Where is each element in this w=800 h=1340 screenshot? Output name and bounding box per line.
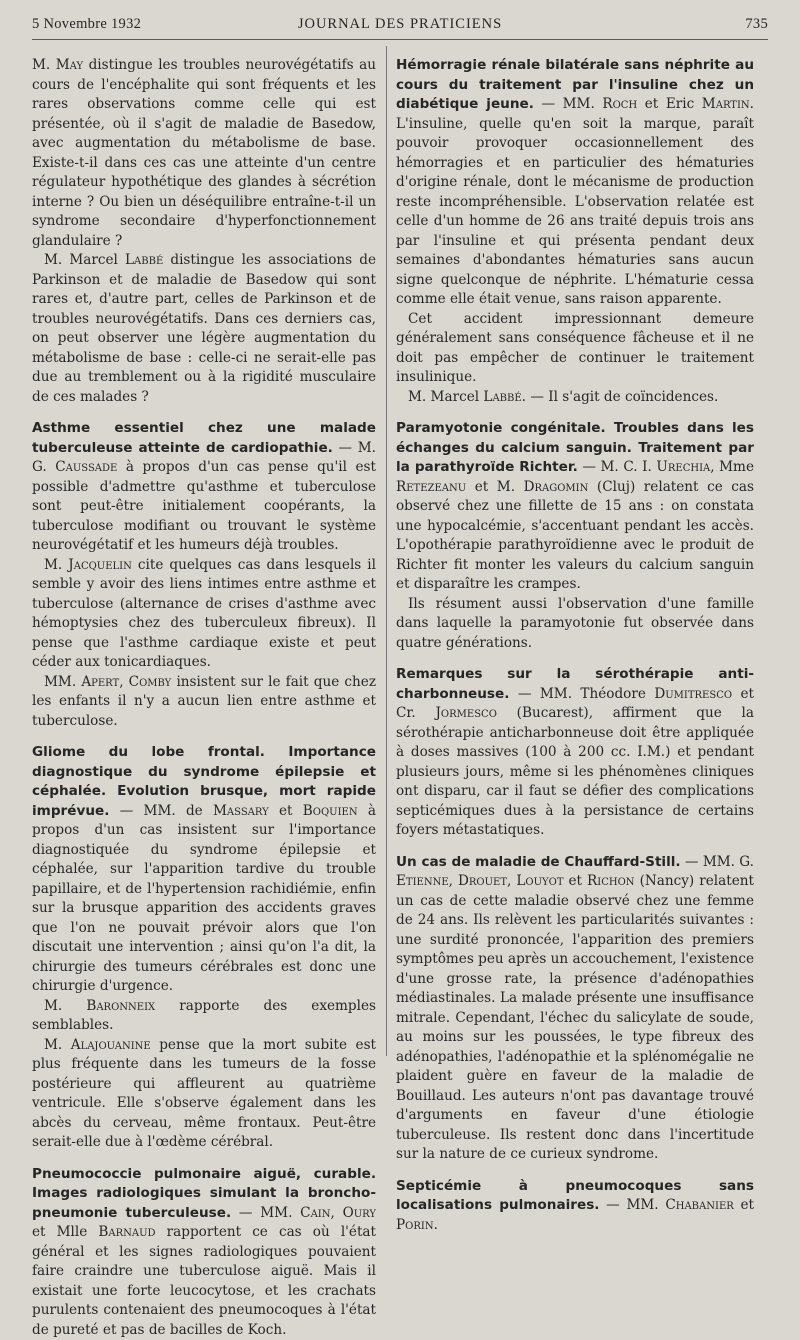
article-entry (396, 853, 754, 1165)
continued-entry (32, 56, 376, 407)
author-name: Oury (343, 1205, 376, 1221)
author-name: Labbé (125, 252, 163, 268)
paragraph: M. Baronneix rapporte des exemples semblables. (32, 997, 376, 1036)
author-name: May (56, 57, 83, 73)
column-divider (386, 46, 387, 1056)
author-name: Drouet (458, 873, 507, 889)
paragraph: M. May distingue les troubles neurovégétatifs au cours de l'encéphalite qui sont fréquents et les rares observations comme celle qui est présentée, où il s'agit de maladie de Basedow, avec augmentation du métabolisme de base. Existe-t-il dans ces cas une atteinte d'un centre régulateur hypothétique des glandes à sécrétion interne ? Ou bien un déséquilibre entraîne-t-il un syndrome secondaire d'hyperfonctionnement glandulaire ? (32, 56, 376, 251)
paragraph: Pneumococcie pulmonaire aiguë, curable. Images radiologiques simulant la broncho-pneumonie tuberculeuse. — MM. Cain, Oury et Mlle Barnaud rapportent ce cas où l'état général et les signes radiologiques pouvaient faire craindre une tuberculose aiguë. Mais il existait une forte leucocytose, et les crachats purulents contenaient des pneumocoques à l'état de pureté et pas de bacilles de Koch. (32, 1165, 376, 1340)
author-name: Urechia (656, 459, 710, 475)
left-column (32, 56, 376, 1340)
header-date: 5 Novembre 1932 (32, 16, 141, 33)
author-name: Chabanier (665, 1197, 733, 1213)
running-header (32, 16, 768, 38)
author-name: Alajouanine (71, 1037, 151, 1053)
author-name: Dumitresco (654, 686, 732, 702)
header-rule (32, 39, 768, 40)
entry-title: Septicémie à pneumocoques sans localisations pulmonaires. (396, 1178, 754, 1214)
header-page-number: 735 (745, 16, 768, 33)
paragraph: M. Alajouanine pense que la mort subite est plus fréquente dans les tumeurs de la fosse postérieure qui affleurent au quatrième ventricule. Elle s'observe également dans les abcès du cerveau, même frontaux. Peut-être serait-elle due à l'œdème cérébral. (32, 1036, 376, 1153)
entry-title: Asthme essentiel chez une malade tuberculeuse atteinte de cardiopathie. (32, 420, 376, 456)
paragraph: M. Marcel Labbé. — Il s'agit de coïncidences. (396, 388, 754, 408)
author-name: Cain (300, 1205, 330, 1221)
article-entry (396, 665, 754, 841)
author-name: Porin (396, 1217, 434, 1233)
author-name: Etienne (396, 873, 449, 889)
author-name: Richon (587, 873, 635, 889)
author-name: Roch (602, 96, 637, 112)
author-name: Jormesco (435, 705, 496, 721)
article-entry (32, 743, 376, 1153)
author-name: Comby (129, 674, 172, 690)
paragraph: MM. Apert, Comby insistent sur le fait que chez les enfants il n'y a aucun lien entre asthme et tuberculose. (32, 673, 376, 732)
entry-title: Remarques sur la sérothérapie anti-charbonneuse. (396, 666, 754, 702)
paragraph: Ils résument aussi l'observation d'une famille dans laquelle la paramyotonie fut observée dans quatre générations. (396, 595, 754, 654)
author-name: Martin (702, 96, 750, 112)
header-journal-title: JOURNAL DES PRATICIENS (32, 16, 768, 33)
paragraph: Gliome du lobe frontal. Importance diagnostique du syndrome épilepsie et céphalée. Evolution brusque, mort rapide imprévue. — MM. de Massary et Boquien à propos d'un cas insistent sur l'importance diagnostiquée du syndrome épilepsie et céphalée, sur l'apparition tardive du trouble papillaire, et de l'hypertension rachidiémie, enfin sur la brusque apparition des accidents graves que l'on ne pouvait prévoir alors que l'on discutait une intervention ; ainsi qu'on l'a dit, la chirurgie des tumeurs cérébrales est donc une chirurgie d'urgence. (32, 743, 376, 997)
paragraph: M. Jacquelin cite quelques cas dans lesquels il semble y avoir des liens intimes entre asthme et tuberculose (alternance de crises d'asthme avec hémoptysies chez des tuberculeux fibreux). Il pense que l'asthme cardiaque existe et peut céder aux tonicardiaques. (32, 556, 376, 673)
author-name: Dragomin (524, 479, 589, 495)
article-entry (32, 419, 376, 731)
paragraph: Septicémie à pneumocoques sans localisations pulmonaires. — MM. Chabanier et Porin. (396, 1177, 754, 1236)
article-entry (396, 1177, 754, 1236)
entry-title: Gliome du lobe frontal. Importance diagnostique du syndrome épilepsie et céphalée. Evolution brusque, mort rapide imprévue. (32, 744, 376, 819)
author-name: Apert (81, 674, 119, 690)
author-name: Jacquelin (68, 557, 132, 573)
author-name: Barnaud (98, 1224, 155, 1240)
paragraph: Cet accident impressionnant demeure généralement sans conséquence fâcheuse et il ne doit pas empêcher de continuer le traitement insulinique. (396, 310, 754, 388)
author-name: Boquien (303, 803, 358, 819)
paragraph: Asthme essentiel chez une malade tuberculeuse atteinte de cardiopathie. — M. G. Caussade à propos d'un cas pense qu'il est possible d'admettre qu'asthme et tuberculose sont peut-être initialement coopérants, la tuberculose modifiant ou trouvant le système neurovégétatif et les humeurs déjà troubles. (32, 419, 376, 556)
paragraph: Un cas de maladie de Chauffard-Still. — MM. G. Etienne, Drouet, Louyot et Richon (Nancy) relatent un cas de cette maladie observé chez une femme de 24 ans. Ils relèvent les particularités suivantes : une surdité prononcée, l'apparition des premiers symptômes peu après un accouchement, l'existence d'une grosse rate, la présence d'adénopathies médiastinales. La malade présente une insuffisance mitrale. Cependant, l'échec du salicylate de soude, au moins sur les poussées, le type fibreux des adénopathies, l'adénopathie et la splénomégalie ne plaident guère en faveur de la maladie de Bouillaud. Les auteurs n'ont pas davantage trouvé d'arguments en faveur d'une étiologie tuberculeuse. Ils restent donc dans l'incertitude sur la nature de ce curieux syndrome. (396, 853, 754, 1165)
right-column (396, 56, 754, 1235)
author-name: Caussade (55, 459, 117, 475)
author-name: Louyot (516, 873, 563, 889)
author-name: Baronneix (86, 998, 155, 1014)
entry-title: Hémorragie rénale bilatérale sans néphrite au cours du traitement par l'insuline chez un diabétique jeune. (396, 57, 754, 112)
author-name: Labbé (483, 389, 521, 405)
paragraph: Hémorragie rénale bilatérale sans néphrite au cours du traitement par l'insuline chez un diabétique jeune. — MM. Roch et Eric Martin. L'insuline, quelle qu'en soit la marque, paraît pouvoir provoquer occasionnellement des hémorragies et en particulier des hématuries d'origine rénale, dont le mécanisme de production reste incompréhensible. L'observation relatée est celle d'un homme de 26 ans traité depuis trois ans par l'insuline et qui présenta pendant deux semaines d'abondantes hématuries sans aucun signe quelconque de néphrite. L'hématurie cessa comme elle était venue, sans raison apparente. (396, 56, 754, 310)
paragraph: Remarques sur la sérothérapie anti-charbonneuse. — MM. Théodore Dumitresco et Cr. Jormesco (Bucarest), affirment que la sérothérapie anticharbonneuse doit être appliquée à doses massives (100 à 200 cc. I.M.) et pendant plusieurs jours, même si les phénomènes cliniques ont disparu, car il faut se défier des complications septicémiques dues à la persistance de certains foyers métastatiques. (396, 665, 754, 841)
entry-title: Pneumococcie pulmonaire aiguë, curable. Images radiologiques simulant la broncho-pneumonie tuberculeuse. (32, 1166, 376, 1221)
article-entry (396, 419, 754, 653)
entry-title: Paramyotonie congénitale. Troubles dans les échanges du calcium sanguin. Traitement par la parathyroïde Richter. (396, 420, 754, 475)
author-name: Massary (213, 803, 269, 819)
article-entry (396, 56, 754, 407)
author-name: Retezeanu (396, 479, 466, 495)
entry-title: Un cas de maladie de Chauffard-Still. (396, 854, 681, 870)
article-entry (32, 1165, 376, 1340)
paragraph: Paramyotonie congénitale. Troubles dans les échanges du calcium sanguin. Traitement par la parathyroïde Richter. — M. C. I. Urechia, Mme Retezeanu et M. Dragomin (Cluj) relatent ce cas observé chez une fillette de 15 ans : on constata une hypocalcémie, s'accentuant pendant les accès. L'opothérapie parathyroïdienne avec le produit de Richter fit monter les valeurs du calcium sanguin et disparaître les crampes. (396, 419, 754, 595)
paragraph: M. Marcel Labbé distingue les associations de Parkinson et de maladie de Basedow qui sont rares et, d'autre part, celles de Parkinson et de troubles neurovégétatifs. Dans ces derniers cas, on peut observer une légère augmentation du métabolisme de base : celle-ci ne serait-elle pas due au tremblement ou à la rigidité musculaire de ces malades ? (32, 251, 376, 407)
